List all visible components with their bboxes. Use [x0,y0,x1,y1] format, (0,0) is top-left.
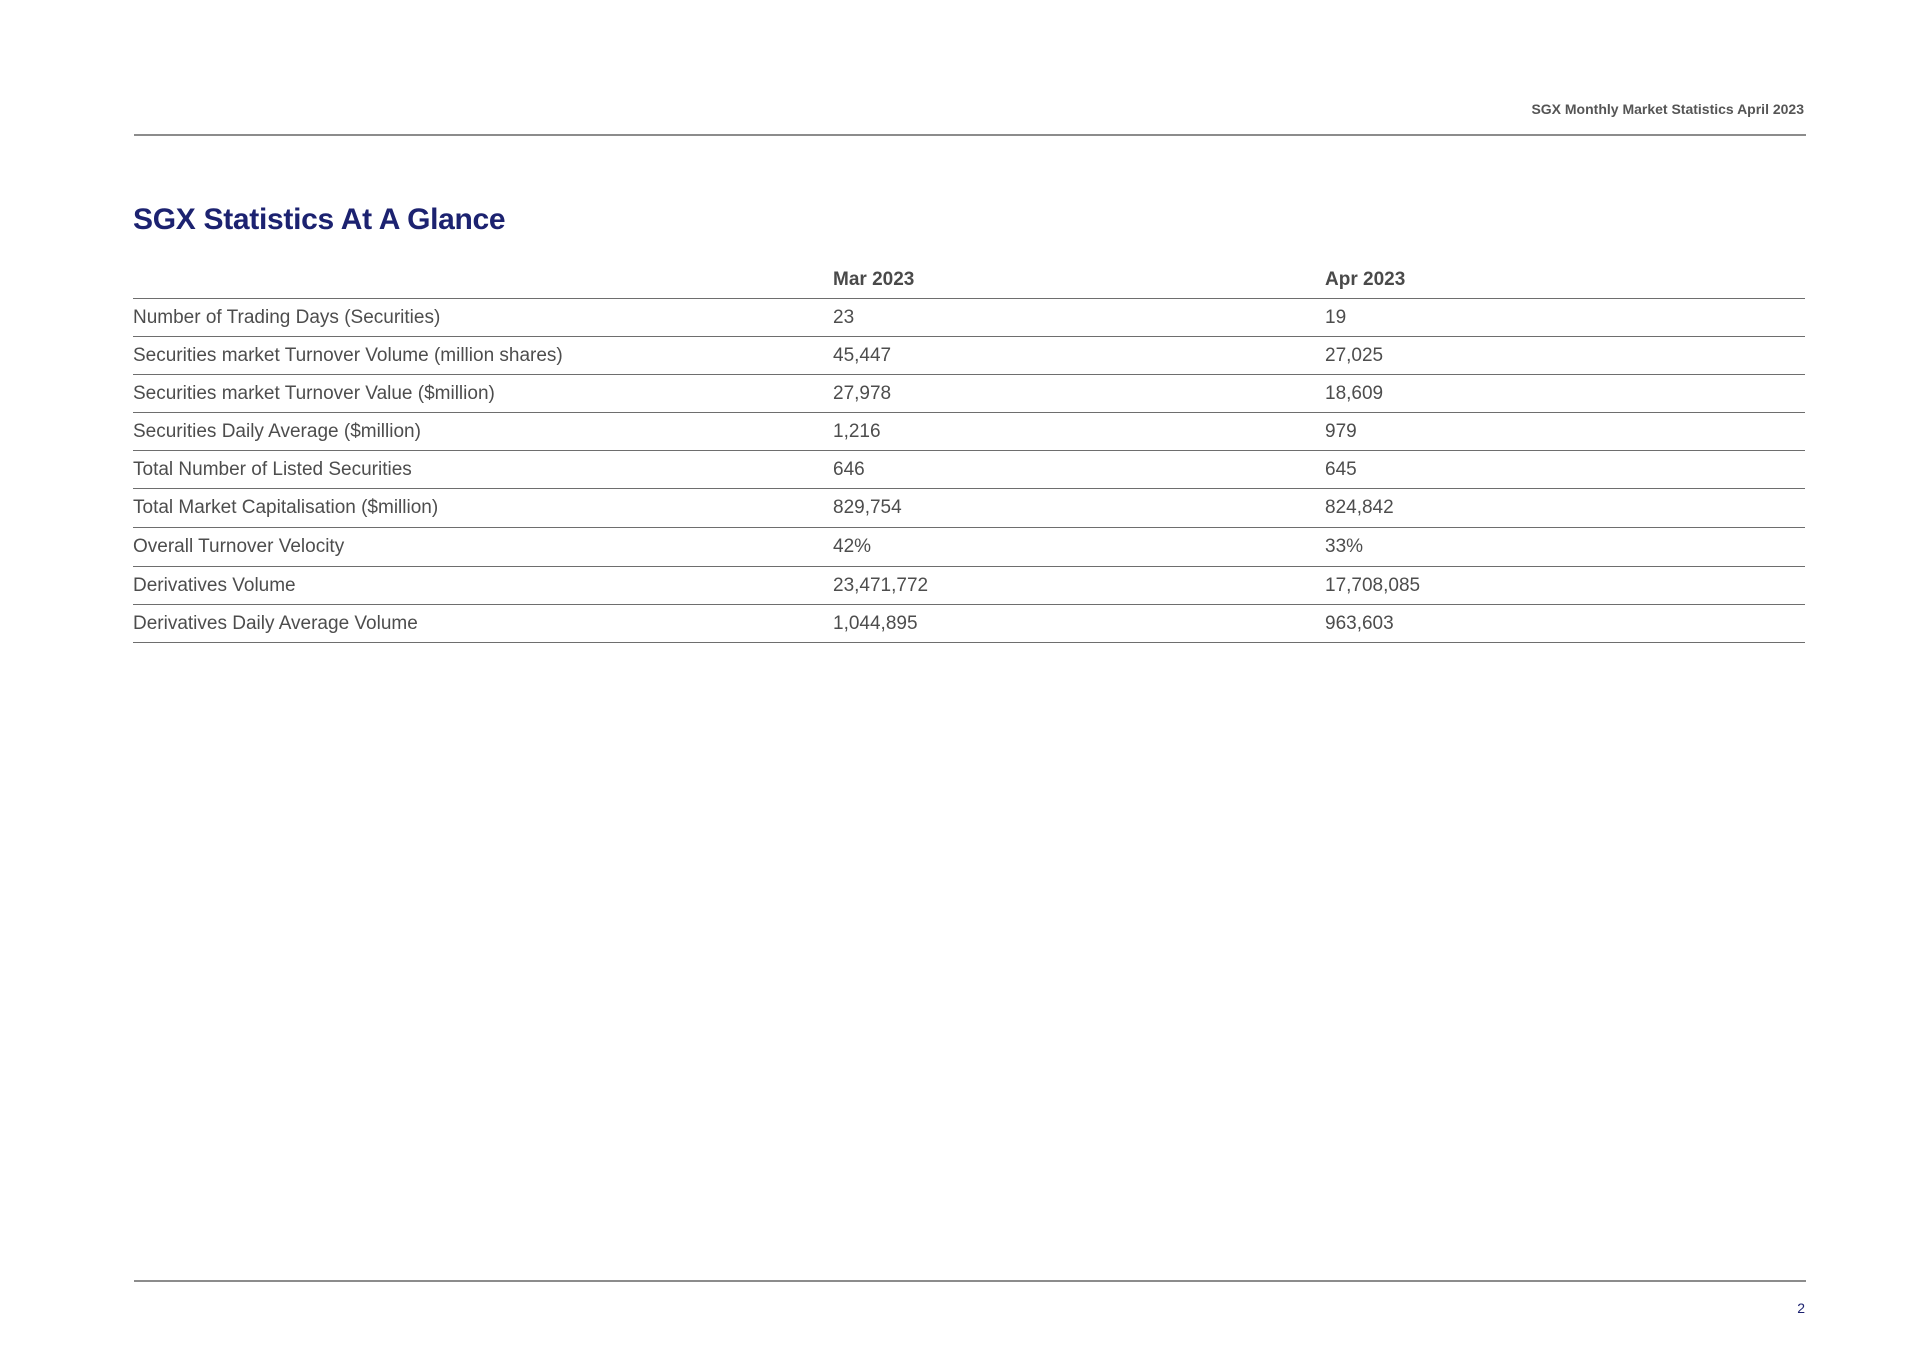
page-title: SGX Statistics At A Glance [133,203,506,236]
row-label: Securities market Turnover Volume (million shares) [133,344,563,366]
mar-value: 27,978 [833,382,892,404]
statistics-table [133,262,1805,643]
row-label: Securities market Turnover Value ($million) [133,382,495,404]
mar-value: 42% [833,536,872,557]
row-label: Derivatives Volume [133,574,296,596]
apr-value: 645 [1325,458,1357,480]
mar-value: 829,754 [833,497,902,518]
row-label: Total Market Capitalisation ($million) [133,497,439,518]
table-row [133,299,1805,337]
page-number: 2 [1797,1300,1805,1316]
apr-value: 19 [1325,306,1347,328]
row-label: Overall Turnover Velocity [133,536,345,557]
apr-value: 963,603 [1325,612,1394,634]
report-header-title: SGX Monthly Market Statistics April 2023 [1531,101,1804,117]
table-row [133,528,1805,567]
mar-value: 23,471,772 [833,574,929,596]
mar-value: 1,216 [833,420,881,442]
table-row [133,375,1805,413]
apr-value: 824,842 [1325,497,1394,518]
mar-value: 45,447 [833,344,892,366]
mar-value: 646 [833,458,865,480]
apr-value: 17,708,085 [1325,574,1421,596]
row-label: Securities Daily Average ($million) [133,420,421,442]
row-label: Total Number of Listed Securities [133,458,412,480]
table-row [133,337,1805,375]
table-row [133,451,1805,489]
table-row [133,605,1805,643]
table-row [133,567,1805,605]
mar-value: 23 [833,306,855,328]
footer-divider [134,1280,1806,1282]
column-header-mar-2023: Mar 2023 [833,269,915,290]
table-row [133,413,1805,451]
table-header-row [133,262,1805,299]
mar-value: 1,044,895 [833,612,918,634]
table-row [133,489,1805,528]
apr-value: 33% [1325,536,1364,557]
apr-value: 18,609 [1325,382,1384,404]
header-divider [134,134,1806,136]
row-label: Number of Trading Days (Securities) [133,306,441,328]
apr-value: 27,025 [1325,344,1384,366]
row-label: Derivatives Daily Average Volume [133,612,418,634]
apr-value: 979 [1325,420,1357,442]
column-header-apr-2023: Apr 2023 [1325,269,1406,290]
